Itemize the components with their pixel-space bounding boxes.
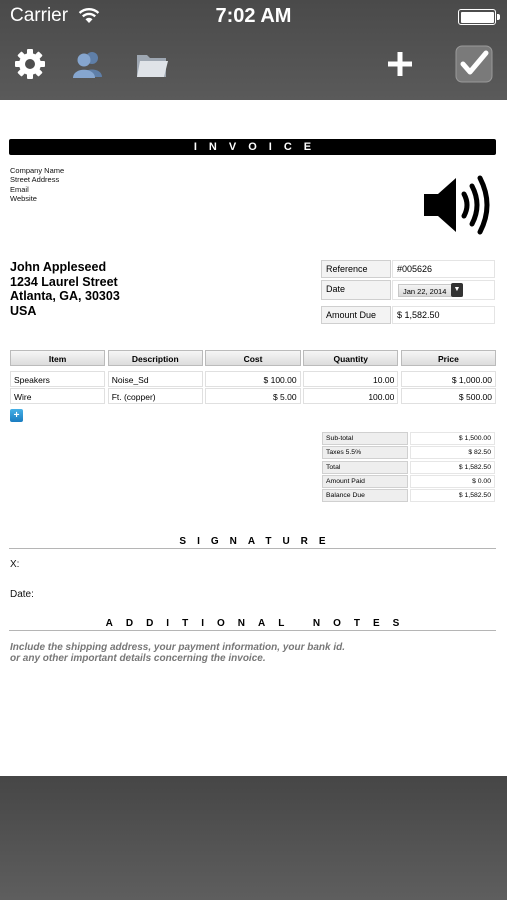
amount-due-value: $ 1,582.50 (392, 306, 495, 324)
description-cell[interactable]: Ft. (copper) (108, 388, 203, 404)
client-city: Atlanta, GA, 30303 (10, 289, 120, 303)
top-bar (0, 0, 507, 100)
column-header-cost: Cost (205, 350, 300, 366)
item-cell[interactable]: Speakers (10, 371, 105, 387)
notes-heading: ADDITIONAL NOTES (9, 618, 496, 631)
table-row[interactable] (10, 371, 496, 388)
column-header-item: Item (10, 350, 105, 366)
cost-cell[interactable]: $ 100.00 (205, 371, 300, 387)
items-header-row (10, 350, 496, 367)
carrier-label: Carrier (10, 5, 69, 26)
description-cell[interactable]: Noise_Sd (108, 371, 203, 387)
add-item-button[interactable]: + (10, 409, 23, 422)
balance-due-value: $ 1,582.50 (410, 489, 495, 502)
client-address[interactable] (10, 260, 120, 318)
signature-heading: SIGNATURE (9, 536, 496, 549)
folder-button[interactable] (130, 42, 174, 86)
column-header-price: Price (401, 350, 496, 366)
reference-label: Reference (321, 260, 391, 278)
quantity-cell[interactable]: 100.00 (303, 388, 398, 404)
settings-button[interactable] (8, 42, 52, 86)
company-info[interactable] (10, 166, 64, 203)
dropdown-arrow-icon[interactable]: ▼ (451, 283, 463, 297)
price-cell[interactable]: $ 500.00 (401, 388, 496, 404)
plus-icon (386, 50, 414, 78)
invoice-document (0, 100, 507, 776)
company-website: Website (10, 193, 37, 203)
price-cell[interactable]: $ 1,000.00 (401, 371, 496, 387)
status-bar (0, 0, 507, 34)
battery-icon (458, 9, 496, 25)
column-header-description: Description (108, 350, 203, 366)
taxes-label[interactable]: Taxes 5.5% (322, 446, 408, 459)
subtotal-value: $ 1,500.00 (410, 432, 495, 445)
amount-paid-label: Amount Paid (322, 475, 408, 488)
company-email: Email (10, 184, 29, 194)
amount-due-label: Amount Due (321, 306, 391, 324)
speaker-button[interactable] (422, 174, 496, 241)
checkmark-icon (455, 45, 493, 83)
speaker-icon (422, 174, 496, 236)
clock: 7:02 AM (215, 5, 292, 27)
date-picker[interactable]: Jan 22, 2014 (398, 284, 463, 297)
notes-line-1: Include the shipping address, your payment information, your bank id. (10, 642, 346, 653)
item-cell[interactable]: Wire (10, 388, 105, 404)
amount-paid-field[interactable]: $ 0.00 (410, 475, 495, 488)
cost-cell[interactable]: $ 5.00 (205, 388, 300, 404)
total-label: Total (322, 461, 408, 474)
total-value: $ 1,582.50 (410, 461, 495, 474)
balance-due-label: Balance Due (322, 489, 408, 502)
contacts-button[interactable] (66, 42, 110, 86)
reference-field[interactable]: #005626 (392, 260, 495, 278)
table-row[interactable] (10, 388, 496, 405)
company-name: Company Name (10, 166, 65, 175)
taxes-value: $ 82.50 (410, 446, 495, 459)
client-name: John Appleseed (10, 260, 107, 274)
date-label: Date (321, 280, 391, 300)
quantity-cell[interactable]: 10.00 (303, 371, 398, 387)
signature-date-label[interactable]: Date: (10, 589, 34, 600)
invoice-meta (321, 260, 495, 326)
contacts-icon (70, 49, 106, 79)
totals-table (322, 432, 495, 503)
gear-icon (13, 47, 47, 81)
invoice-title: INVOICE (9, 139, 496, 155)
subtotal-label: Sub-total (322, 432, 408, 445)
column-header-quantity: Quantity (303, 350, 398, 366)
client-street: 1234 Laurel Street (10, 274, 118, 289)
done-button[interactable] (452, 42, 496, 86)
bottom-area (0, 776, 507, 900)
notes-line-2: or any other important details concerning the invoice. (10, 652, 266, 664)
items-table (10, 350, 496, 405)
company-street: Street Address (10, 175, 60, 185)
folder-icon (135, 49, 169, 79)
signature-x-label[interactable]: X: (10, 559, 20, 570)
client-country: USA (10, 303, 37, 318)
add-button[interactable] (378, 42, 422, 86)
notes-text[interactable] (10, 643, 490, 664)
